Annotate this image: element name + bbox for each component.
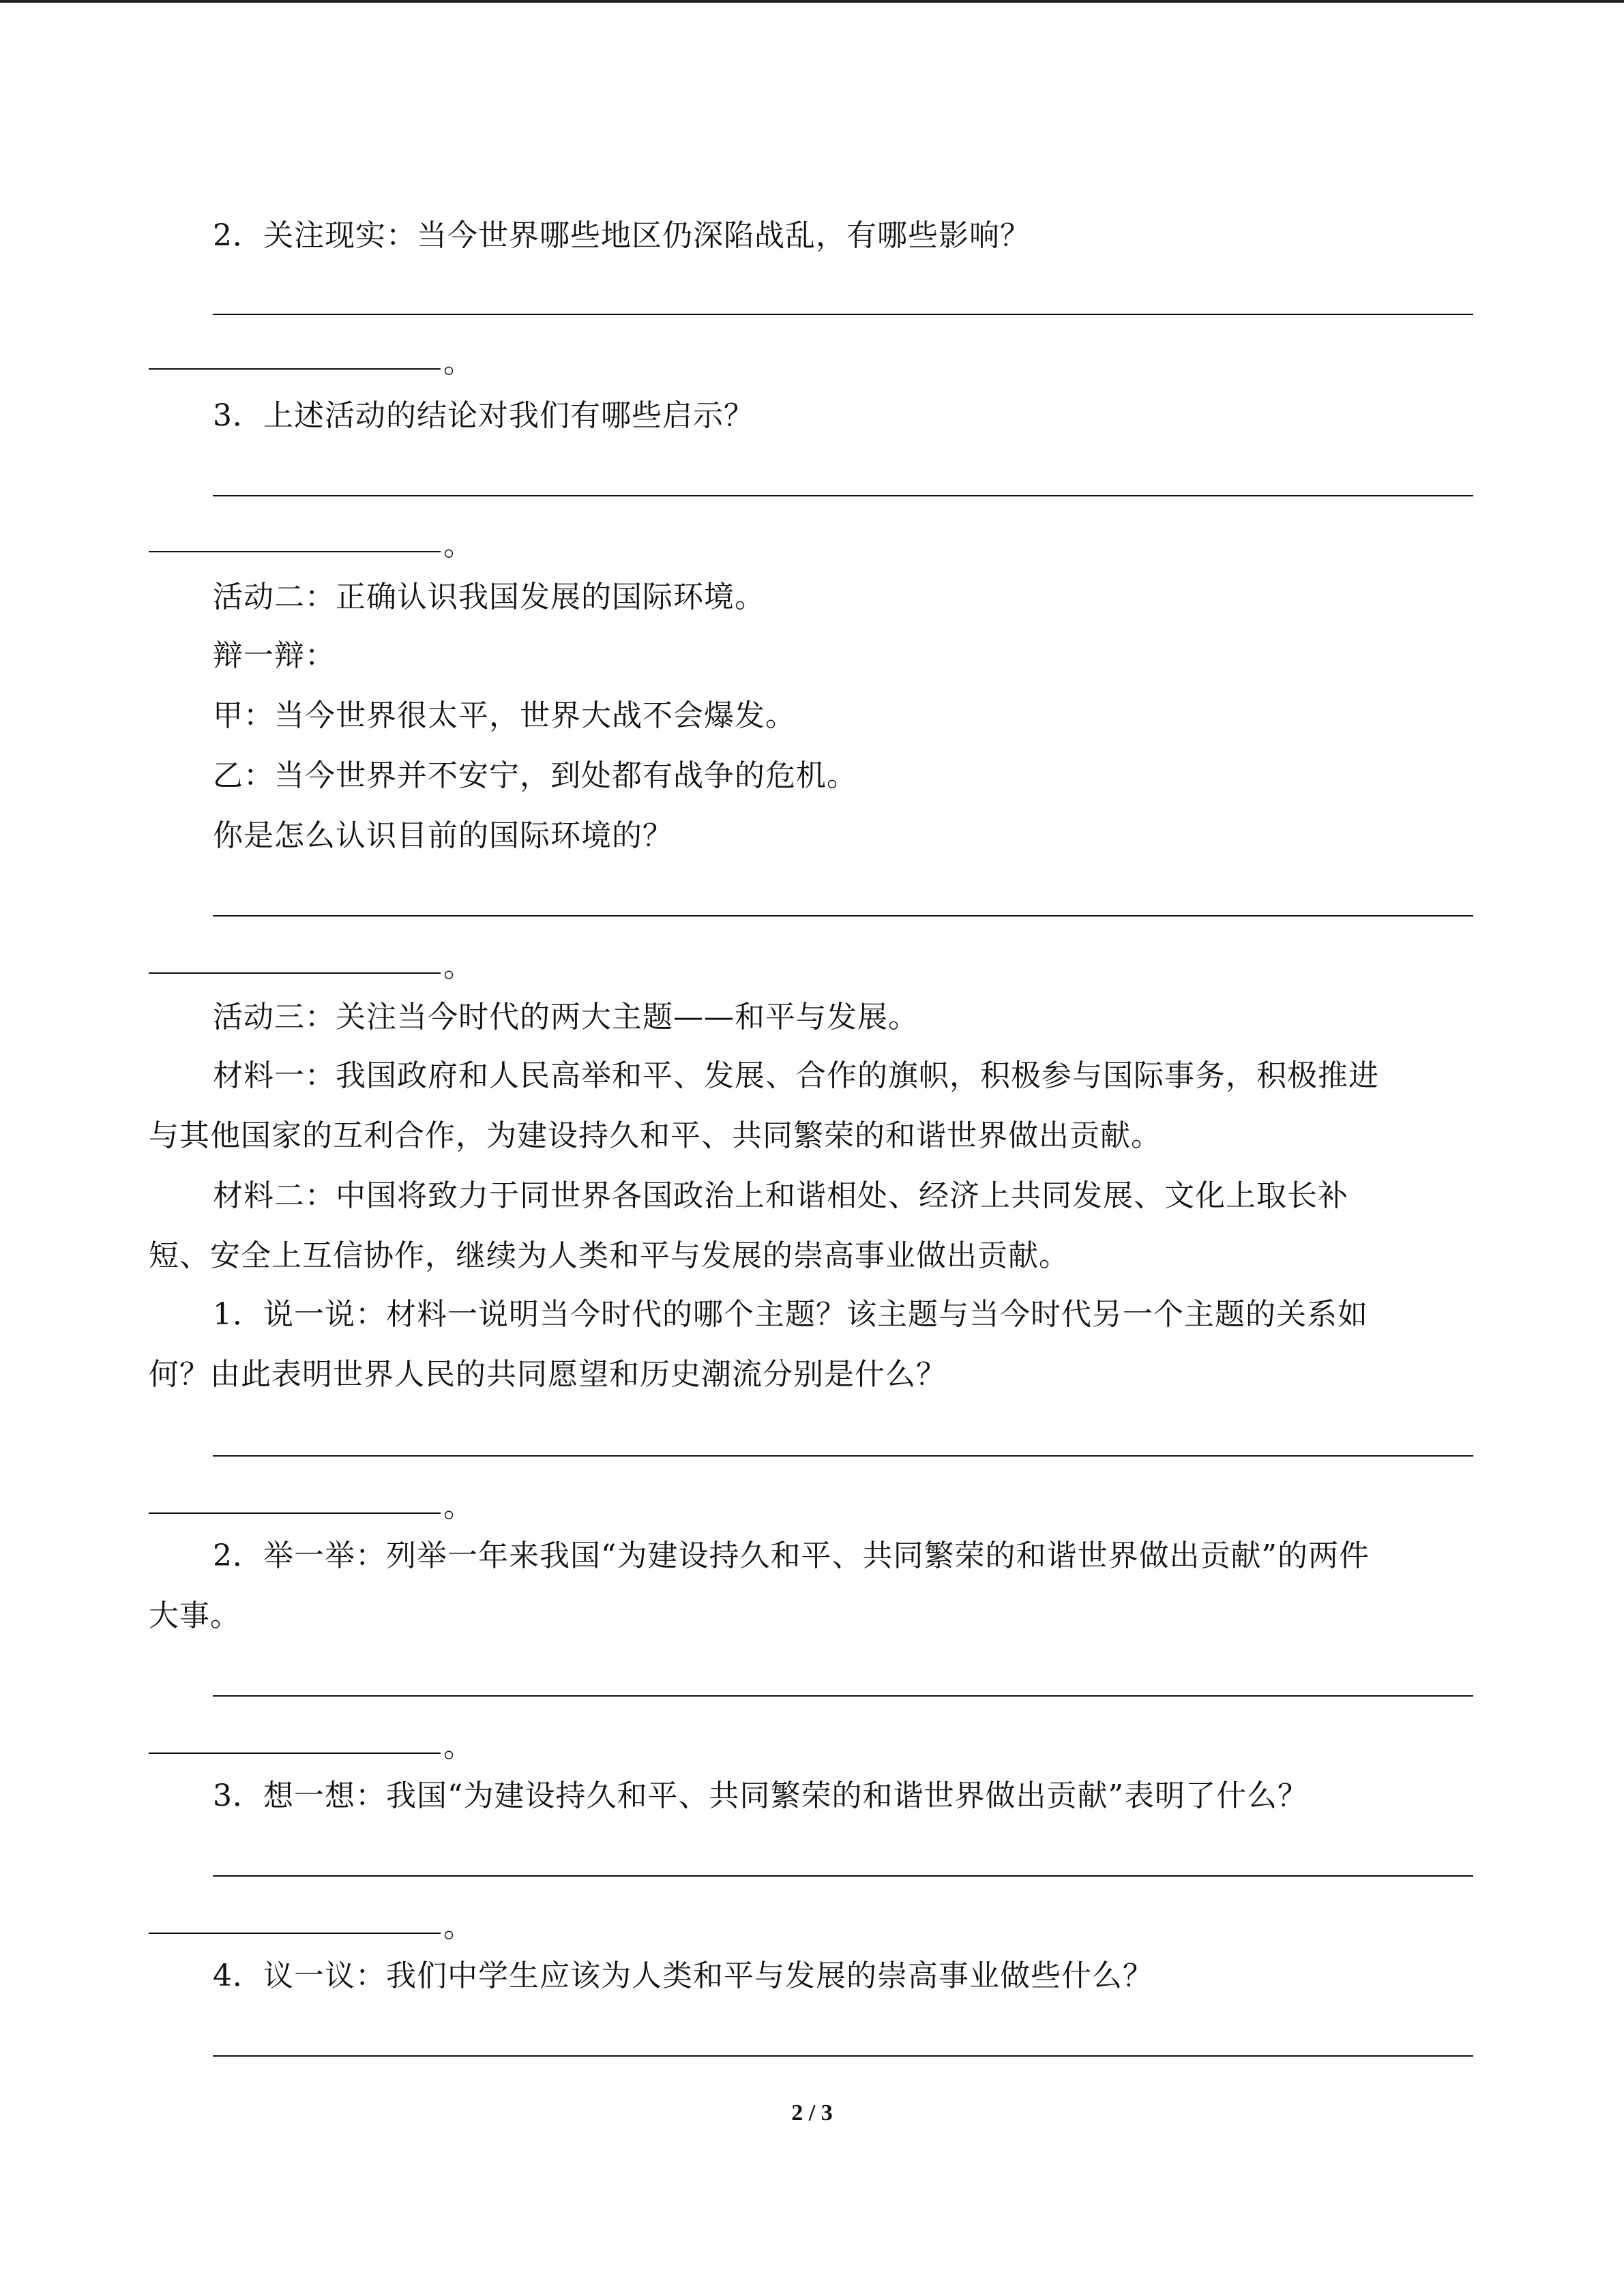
answer-line[interactable] — [213, 314, 1473, 315]
answer-line-end[interactable] — [149, 551, 441, 552]
answer-line[interactable] — [213, 915, 1473, 916]
question-discuss: 4．议一议：我们中学生应该为人类和平与发展的崇高事业做些什么？ — [213, 1958, 1153, 1993]
period-mark: 。 — [443, 1909, 473, 1944]
answer-line-end[interactable] — [149, 1933, 441, 1934]
period-mark: 。 — [443, 949, 473, 984]
debate-question: 你是怎么认识目前的国际环境的？ — [213, 818, 673, 853]
question-inspire: 3．上述活动的结论对我们有哪些启示？ — [213, 398, 754, 433]
answer-line[interactable] — [213, 2055, 1473, 2057]
period-mark: 。 — [443, 1489, 473, 1524]
top-border — [0, 0, 1624, 3]
question-say-line1: 1．说一说：材料一说明当今时代的哪个主题？该主题与当今时代另一个主题的关系如 — [213, 1297, 1368, 1332]
material-two-line1: 材料二：中国将致力于同世界各国政治上和谐相处、经济上共同发展、文化上取长补 — [213, 1178, 1348, 1213]
question-say-line2: 何？由此表明世界人民的共同愿望和历史潮流分别是什么？ — [149, 1357, 947, 1392]
question-list-line2: 大事。 — [149, 1598, 241, 1633]
question-list-line1: 2．举一举：列举一年来我国“为建设持久和平、共同繁荣的和谐世界做出贡献”的两件 — [213, 1538, 1370, 1573]
debate-side-jia: 甲：当今世界很太平，世界大战不会爆发。 — [213, 698, 796, 733]
answer-line[interactable] — [213, 495, 1473, 496]
material-two-line2: 短、安全上互信协作，继续为人类和平与发展的崇高事业做出贡献。 — [149, 1238, 1069, 1273]
material-one-line1: 材料一：我国政府和人民高举和平、发展、合作的旗帜，积极参与国际事务，积极推进 — [213, 1058, 1379, 1093]
material-one-line2: 与其他国家的互利合作，为建设持久和平、共同繁荣的和谐世界做出贡献。 — [149, 1118, 1162, 1153]
debate-side-yi: 乙：当今世界并不安宁，到处都有战争的危机。 — [213, 758, 857, 793]
answer-line[interactable] — [213, 1875, 1473, 1877]
question-reality: 2．关注现实：当今世界哪些地区仍深陷战乱，有哪些影响？ — [213, 218, 1031, 253]
answer-line-end[interactable] — [149, 1753, 441, 1754]
answer-line-end[interactable] — [149, 368, 441, 370]
answer-line-end[interactable] — [149, 972, 441, 974]
question-think: 3．想一想：我国“为建设持久和平、共同繁荣的和谐世界做出贡献”表明了什么？ — [213, 1778, 1308, 1813]
answer-line-end[interactable] — [149, 1512, 441, 1514]
answer-line[interactable] — [213, 1695, 1473, 1697]
activity-two-title: 活动二：正确认识我国发展的国际环境。 — [213, 580, 765, 614]
answer-line[interactable] — [213, 1455, 1473, 1457]
period-mark: 。 — [443, 345, 473, 380]
period-mark: 。 — [443, 528, 473, 563]
period-mark: 。 — [443, 1729, 473, 1764]
page-number: 2 / 3 — [791, 2100, 833, 2126]
activity-three-title: 活动三：关注当今时代的两大主题——和平与发展。 — [213, 1000, 919, 1034]
debate-label: 辩一辩： — [213, 638, 336, 673]
